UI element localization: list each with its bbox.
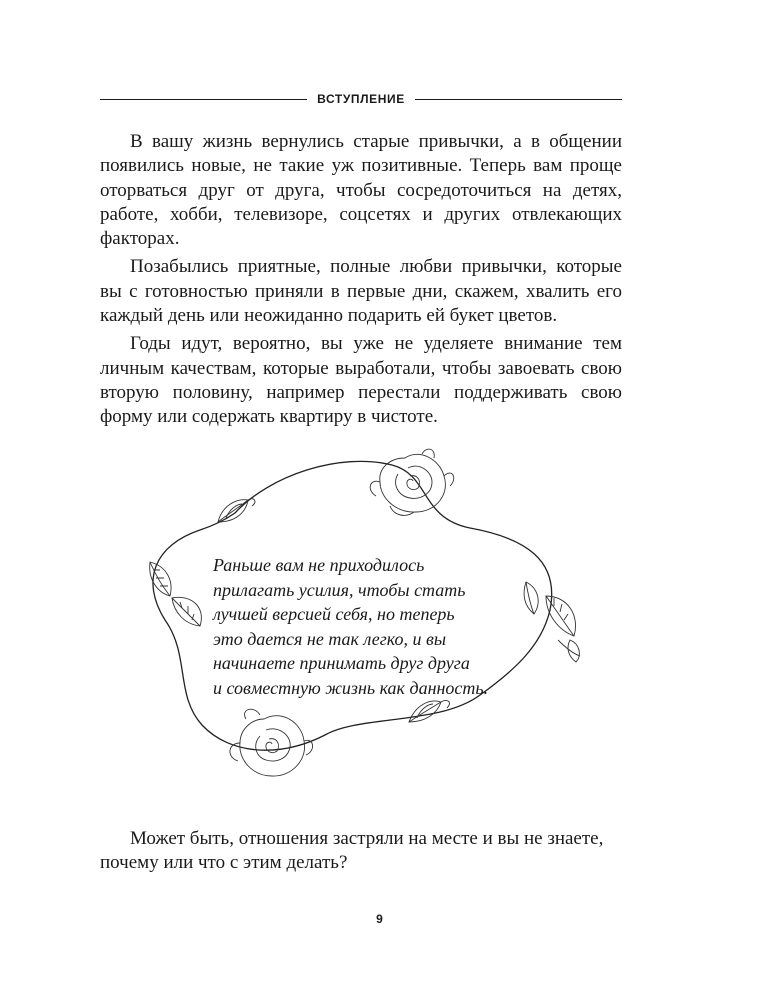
- main-text: [100, 130, 622, 434]
- quote-line-6: и совместную жизнь как данность.: [213, 677, 489, 698]
- quote-line-2: прилагать усилия, чтобы стать: [213, 579, 466, 600]
- leaves-left-icon: [150, 562, 202, 626]
- bud-upper-left-icon: [218, 499, 255, 522]
- closing-paragraph: Может быть, отношения застряли на месте и вы не знаете, почему или что с этим делать?: [100, 828, 604, 874]
- header-rule-left: [100, 99, 307, 100]
- closing-text: [100, 827, 622, 876]
- rose-bottom-icon: [230, 709, 313, 776]
- paragraph-2: Позабылись приятные, полные любви привычки, которые вы с готовностью приняли в первые дни, скажем, хвалить его каждый день или неожиданно подарить ей букет цветов.: [100, 256, 622, 327]
- chapter-title: ВСТУПЛЕНИЕ: [317, 92, 405, 106]
- running-header: [100, 88, 622, 110]
- header-rule-right: [415, 99, 622, 100]
- page-number: 9: [376, 912, 383, 926]
- paragraph-3: Годы идут, вероятно, вы уже не уделяете внимание тем личным качествам, которые выработали, чтобы завоевать свою вторую половину, например перестали поддерживать свою форму или содержать квартиру в чистоте.: [100, 333, 622, 428]
- paragraph-1: В вашу жизнь вернулись старые привычки, а в общении появились новые, не такие уж позитивные. Теперь вам проще оторваться друг от друга, чтобы сосредоточиться на детях, работе, хобби, телевизоре, соцсетях и других отвлекающих факторах.: [100, 131, 622, 250]
- quote-line-4: это дается не так легко, и вы: [213, 628, 447, 649]
- pull-quote: [213, 553, 533, 701]
- quote-line-5: начинаете принимать друг друга: [213, 653, 470, 674]
- rose-top-icon: [370, 449, 454, 515]
- quote-line-1: Раньше вам не приходилось: [213, 555, 425, 575]
- quote-line-3: лучшей версией себя, но теперь: [213, 604, 455, 625]
